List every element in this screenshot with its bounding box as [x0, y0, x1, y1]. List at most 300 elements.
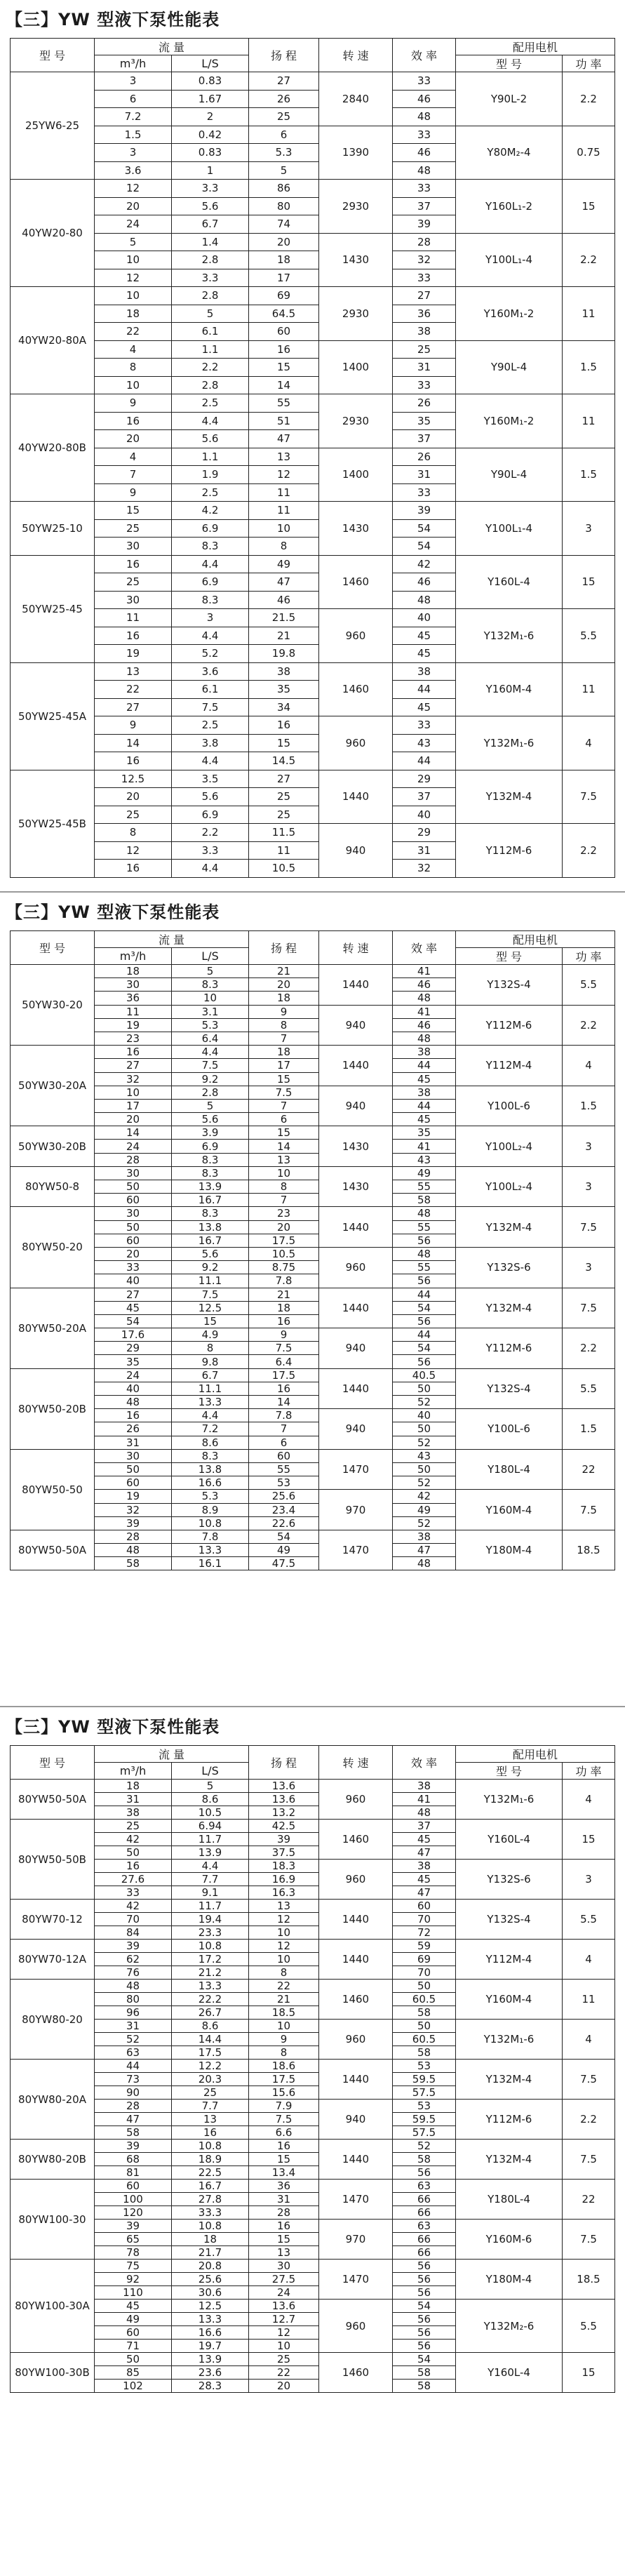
- pump-model: 80YW80-20: [11, 1980, 95, 2060]
- flow-ls: 20.8: [172, 2260, 249, 2273]
- flow-ls: 15: [172, 1314, 249, 1328]
- flow-m3h: 10: [95, 1086, 172, 1099]
- head-value: 64.5: [249, 305, 319, 323]
- flow-m3h: 6: [95, 90, 172, 108]
- efficiency-value: 40: [393, 806, 456, 824]
- flow-ls: 11.7: [172, 1900, 249, 1913]
- head-value: 26: [249, 90, 319, 108]
- flow-m3h: 20: [95, 197, 172, 215]
- motor-model: Y180L-4: [456, 1449, 563, 1490]
- flow-ls: 13.9: [172, 2353, 249, 2366]
- flow-m3h: 47: [95, 2113, 172, 2126]
- flow-ls: 8.3: [172, 1449, 249, 1462]
- motor-model: Y132S-6: [456, 1247, 563, 1288]
- table-row: [11, 2353, 615, 2366]
- efficiency-value: 38: [393, 323, 456, 341]
- flow-m3h: 36: [95, 992, 172, 1005]
- page-title: 【三】YW 型液下泵性能表: [6, 10, 220, 29]
- flow-m3h: 40: [95, 1382, 172, 1395]
- flow-m3h: 14: [95, 734, 172, 752]
- speed-value: 1440: [319, 1900, 393, 1940]
- speed-value: 1440: [319, 965, 393, 1006]
- flow-m3h: 33: [95, 1261, 172, 1274]
- efficiency-value: 66: [393, 2246, 456, 2260]
- flow-m3h: 78: [95, 2246, 172, 2260]
- efficiency-value: 66: [393, 2193, 456, 2206]
- motor-model: Y160M-6: [456, 2220, 563, 2260]
- head-value: 16.3: [249, 1886, 319, 1900]
- speed-value: 1470: [319, 2180, 393, 2220]
- motor-model: Y132M₁-6: [456, 2020, 563, 2060]
- flow-m3h: 16: [95, 752, 172, 770]
- flow-ls: 23.3: [172, 1926, 249, 1940]
- efficiency-value: 46: [393, 90, 456, 108]
- efficiency-value: 45: [393, 627, 456, 645]
- efficiency-value: 55: [393, 1180, 456, 1194]
- table-row: [11, 965, 615, 978]
- efficiency-value: 36: [393, 305, 456, 323]
- table-row: [11, 1046, 615, 1059]
- head-value: 38: [249, 662, 319, 681]
- flow-ls: 5: [172, 1099, 249, 1112]
- motor-power: 7.5: [563, 1207, 615, 1248]
- flow-m3h: 30: [95, 591, 172, 609]
- motor-power: 18.5: [563, 2260, 615, 2300]
- flow-ls: 2.5: [172, 716, 249, 735]
- flow-ls: 4.4: [172, 627, 249, 645]
- flow-ls: 4.4: [172, 860, 249, 878]
- page-title: 【三】YW 型液下泵性能表: [6, 902, 220, 922]
- flow-ls: 1.67: [172, 90, 249, 108]
- motor-power: 11: [563, 287, 615, 341]
- table-row: [11, 2180, 615, 2193]
- head-value: 15: [249, 1072, 319, 1086]
- flow-m3h: 70: [95, 1913, 172, 1926]
- flow-m3h: 24: [95, 215, 172, 234]
- flow-m3h: 92: [95, 2273, 172, 2286]
- head-value: 7.8: [249, 1409, 319, 1422]
- head-value: 20: [249, 2380, 319, 2393]
- flow-m3h: 12: [95, 841, 172, 860]
- flow-ls: 5.6: [172, 1113, 249, 1126]
- efficiency-value: 55: [393, 1220, 456, 1234]
- flow-m3h: 50: [95, 1180, 172, 1194]
- efficiency-value: 45: [393, 1833, 456, 1846]
- flow-ls: 7.2: [172, 1422, 249, 1436]
- flow-m3h: 10: [95, 376, 172, 394]
- flow-ls: 13.9: [172, 1846, 249, 1860]
- flow-m3h: 39: [95, 2220, 172, 2233]
- flow-ls: 10.8: [172, 1940, 249, 1953]
- motor-power: 5.5: [563, 609, 615, 663]
- speed-value: 970: [319, 2220, 393, 2260]
- head-value: 8: [249, 1180, 319, 1194]
- head-value: 30: [249, 2260, 319, 2273]
- head-value: 27: [249, 72, 319, 91]
- head-value: 5: [249, 161, 319, 180]
- flow-m3h: 16: [95, 627, 172, 645]
- efficiency-value: 33: [393, 126, 456, 144]
- motor-model: Y100L-6: [456, 1086, 563, 1126]
- efficiency-value: 58: [393, 2006, 456, 2020]
- flow-ls: 19.7: [172, 2340, 249, 2353]
- flow-ls: 16.7: [172, 1234, 249, 1247]
- motor-model: Y180L-4: [456, 2180, 563, 2220]
- head-value: 55: [249, 1462, 319, 1476]
- flow-ls: 11.1: [172, 1274, 249, 1288]
- flow-m3h: 11: [95, 1005, 172, 1018]
- flow-m3h: 27: [95, 1288, 172, 1301]
- head-value: 9: [249, 2033, 319, 2046]
- flow-m3h: 28: [95, 2100, 172, 2113]
- motor-model: Y132S-4: [456, 1900, 563, 1940]
- speed-value: 940: [319, 1005, 393, 1046]
- flow-m3h: 28: [95, 1153, 172, 1166]
- head-value: 16.9: [249, 1873, 319, 1886]
- head-value: 7.9: [249, 2100, 319, 2113]
- flow-m3h: 54: [95, 1314, 172, 1328]
- motor-model: Y160L-4: [456, 555, 563, 609]
- head-value: 13: [249, 448, 319, 466]
- page-3: [0, 1707, 625, 2576]
- head-value: 11: [249, 841, 319, 860]
- flow-m3h: 18: [95, 965, 172, 978]
- head-value: 6.4: [249, 1355, 319, 1368]
- table-row: [11, 126, 615, 144]
- head-value: 37.5: [249, 1846, 319, 1860]
- head-value: 6.6: [249, 2126, 319, 2140]
- flow-m3h: 33: [95, 1886, 172, 1900]
- flow-ls: 9.2: [172, 1072, 249, 1086]
- flow-m3h: 45: [95, 2300, 172, 2313]
- flow-m3h: 48: [95, 1544, 172, 1557]
- table-row: [11, 1980, 615, 1993]
- table-row: [11, 2060, 615, 2073]
- flow-ls: 9.8: [172, 1355, 249, 1368]
- flow-ls: 10.5: [172, 1806, 249, 1820]
- pump-model: 80YW80-20B: [11, 2140, 95, 2180]
- flow-m3h: 16: [95, 1860, 172, 1873]
- head-value: 14: [249, 1396, 319, 1409]
- flow-m3h: 39: [95, 1940, 172, 1953]
- flow-ls: 16: [172, 2126, 249, 2140]
- motor-power: 15: [563, 1820, 615, 1860]
- efficiency-value: 38: [393, 1780, 456, 1793]
- efficiency-value: 43: [393, 1153, 456, 1166]
- efficiency-value: 37: [393, 1820, 456, 1833]
- flow-ls: 1.1: [172, 448, 249, 466]
- flow-ls: 3.3: [172, 269, 249, 287]
- efficiency-value: 42: [393, 555, 456, 573]
- efficiency-value: 54: [393, 1342, 456, 1355]
- flow-ls: 18.9: [172, 2153, 249, 2166]
- flow-ls: 28.3: [172, 2380, 249, 2393]
- motor-power: 11: [563, 1980, 615, 2020]
- motor-model: Y160M-4: [456, 662, 563, 716]
- head-value: 25: [249, 108, 319, 126]
- flow-ls: 3.6: [172, 662, 249, 681]
- table-row: [11, 1409, 615, 1422]
- motor-power: 2.2: [563, 72, 615, 126]
- pump-model: 50YW25-45: [11, 555, 95, 662]
- flow-m3h: 50: [95, 1462, 172, 1476]
- flow-ls: 6.7: [172, 1368, 249, 1382]
- flow-ls: 12.5: [172, 2300, 249, 2313]
- head-value: 12.7: [249, 2313, 319, 2326]
- flow-ls: 8: [172, 1342, 249, 1355]
- motor-model: Y80M₂-4: [456, 126, 563, 180]
- efficiency-value: 60.5: [393, 1993, 456, 2006]
- head-value: 28: [249, 2206, 319, 2220]
- flow-m3h: 60: [95, 1234, 172, 1247]
- motor-model: Y112M-6: [456, 1005, 563, 1046]
- speed-value: 1470: [319, 1449, 393, 1490]
- model-header: 型 号: [11, 39, 95, 72]
- flow-ls: 3.8: [172, 734, 249, 752]
- flow-m3h: 32: [95, 1503, 172, 1516]
- flow-m3h: 30: [95, 538, 172, 556]
- flow-m3h: 9: [95, 483, 172, 502]
- head-value: 12: [249, 466, 319, 484]
- efficiency-value: 45: [393, 1072, 456, 1086]
- flow-ls: 7.5: [172, 698, 249, 716]
- head-value: 36: [249, 2180, 319, 2193]
- head-value: 15: [249, 2233, 319, 2246]
- head-value: 16: [249, 1314, 319, 1328]
- efficiency-value: 41: [393, 1140, 456, 1153]
- flow-m3h: 16: [95, 412, 172, 430]
- efficiency-value: 44: [393, 1099, 456, 1112]
- head-value: 25.6: [249, 1490, 319, 1503]
- motor-model: Y160M₁-2: [456, 394, 563, 448]
- efficiency-value: 39: [393, 502, 456, 520]
- motor-model: Y160M₁-2: [456, 287, 563, 341]
- pump-model: 50YW30-20B: [11, 1126, 95, 1167]
- flow-ls: 13.3: [172, 1396, 249, 1409]
- flow-ls: 5.3: [172, 1490, 249, 1503]
- pump-model: 80YW100-30B: [11, 2353, 95, 2393]
- flow-m3h: 16: [95, 555, 172, 573]
- motor-power: 2.2: [563, 1328, 615, 1369]
- efficiency-value: 56: [393, 2260, 456, 2273]
- table-row: [11, 770, 615, 788]
- head-value: 10: [249, 2340, 319, 2353]
- efficiency-value: 54: [393, 2353, 456, 2366]
- flow-ls: 3: [172, 609, 249, 627]
- pump-model: 50YW25-45B: [11, 770, 95, 877]
- table-row: [11, 72, 615, 91]
- efficiency-value: 48: [393, 1806, 456, 1820]
- head-value: 12: [249, 1913, 319, 1926]
- efficiency-value: 48: [393, 1032, 456, 1045]
- flow-ls: 2.8: [172, 1086, 249, 1099]
- flow-ls-header: L/S: [172, 55, 249, 72]
- flow-m3h: 28: [95, 1530, 172, 1543]
- motor-power: 2.2: [563, 233, 615, 287]
- flow-header: 流 量: [95, 1746, 249, 1763]
- head-value: 21: [249, 965, 319, 978]
- flow-m3h: 81: [95, 2166, 172, 2180]
- flow-ls: 17.5: [172, 2046, 249, 2060]
- efficiency-value: 46: [393, 573, 456, 592]
- flow-ls: 10.8: [172, 1516, 249, 1530]
- flow-ls: 5: [172, 305, 249, 323]
- efficiency-value: 26: [393, 394, 456, 413]
- flow-m3h: 102: [95, 2380, 172, 2393]
- head-value: 13: [249, 1900, 319, 1913]
- motor-power: 7.5: [563, 2220, 615, 2260]
- speed-value: 2840: [319, 72, 393, 126]
- motor-model: Y100L₁-4: [456, 502, 563, 556]
- head-value: 60: [249, 323, 319, 341]
- head-value: 13.6: [249, 2300, 319, 2313]
- speed-value: 940: [319, 1086, 393, 1126]
- efficiency-value: 56: [393, 2273, 456, 2286]
- flow-ls: 7.7: [172, 1873, 249, 1886]
- flow-m3h: 9: [95, 716, 172, 735]
- efficiency-value: 52: [393, 1396, 456, 1409]
- efficiency-value: 41: [393, 1793, 456, 1806]
- efficiency-value: 53: [393, 2060, 456, 2073]
- head-value: 18: [249, 251, 319, 269]
- head-value: 7: [249, 1032, 319, 1045]
- efficiency-value: 56: [393, 2340, 456, 2353]
- flow-m3h: 38: [95, 1806, 172, 1820]
- efficiency-value: 56: [393, 2326, 456, 2340]
- efficiency-value: 46: [393, 978, 456, 992]
- head-value: 13: [249, 1153, 319, 1166]
- speed-value: 970: [319, 1490, 393, 1530]
- head-value: 25: [249, 2353, 319, 2366]
- flow-ls: 27.8: [172, 2193, 249, 2206]
- speed-value: 1430: [319, 1126, 393, 1167]
- flow-ls: 18: [172, 2233, 249, 2246]
- flow-ls: 5.3: [172, 1018, 249, 1032]
- efficiency-value: 56: [393, 1355, 456, 1368]
- head-value: 13.2: [249, 1806, 319, 1820]
- head-value: 7.5: [249, 1086, 319, 1099]
- head-value: 16: [249, 1382, 319, 1395]
- table-row: [11, 555, 615, 573]
- speed-value: 1460: [319, 555, 393, 609]
- motor-power: 3: [563, 1166, 615, 1207]
- head-value: 7.5: [249, 2113, 319, 2126]
- motor-model: Y112M-4: [456, 1046, 563, 1086]
- efficiency-value: 45: [393, 1873, 456, 1886]
- flow-ls: 13.9: [172, 1180, 249, 1194]
- head-value: 16: [249, 340, 319, 359]
- flow-m3h: 30: [95, 978, 172, 992]
- pump-model: 80YW50-20A: [11, 1288, 95, 1368]
- head-header: 扬 程: [249, 931, 319, 965]
- flow-ls: 6.94: [172, 1820, 249, 1833]
- flow-m3h: 11: [95, 609, 172, 627]
- motor-model: Y180M-4: [456, 1530, 563, 1570]
- speed-value: 2930: [319, 287, 393, 341]
- flow-ls: 2.5: [172, 483, 249, 502]
- motor-power: 3: [563, 502, 615, 556]
- flow-ls: 12.2: [172, 2060, 249, 2073]
- flow-header: 流 量: [95, 931, 249, 948]
- head-value: 11: [249, 483, 319, 502]
- head-value: 18.3: [249, 1860, 319, 1873]
- efficiency-value: 32: [393, 251, 456, 269]
- flow-ls: 13.8: [172, 1462, 249, 1476]
- speed-value: 2930: [319, 394, 393, 448]
- efficiency-value: 66: [393, 2206, 456, 2220]
- table-row: [11, 394, 615, 413]
- flow-m3h: 17.6: [95, 1328, 172, 1342]
- table-row: [11, 1126, 615, 1140]
- efficiency-value: 35: [393, 1126, 456, 1140]
- head-value: 8: [249, 2046, 319, 2060]
- efficiency-value: 54: [393, 519, 456, 538]
- head-value: 18.5: [249, 2006, 319, 2020]
- head-value: 18: [249, 1046, 319, 1059]
- head-value: 16: [249, 2220, 319, 2233]
- efficiency-value: 35: [393, 412, 456, 430]
- performance-table: [10, 38, 615, 878]
- pump-model: 50YW30-20: [11, 965, 95, 1046]
- head-value: 53: [249, 1476, 319, 1490]
- flow-ls: 1: [172, 161, 249, 180]
- flow-ls: 2.8: [172, 251, 249, 269]
- flow-m3h: 32: [95, 1072, 172, 1086]
- efficiency-value: 46: [393, 144, 456, 162]
- efficiency-header: 效 率: [393, 39, 456, 72]
- efficiency-value: 60.5: [393, 2033, 456, 2046]
- speed-value: 940: [319, 824, 393, 878]
- flow-ls: 23.6: [172, 2366, 249, 2380]
- pump-model: 50YW25-45A: [11, 662, 95, 770]
- motor-power: 15: [563, 555, 615, 609]
- flow-m3h: 25: [95, 573, 172, 592]
- flow-m3h: 10: [95, 251, 172, 269]
- speed-header: 转 速: [319, 1746, 393, 1780]
- head-value: 15: [249, 734, 319, 752]
- motor-power: 2.2: [563, 1005, 615, 1046]
- flow-m3h: 8: [95, 359, 172, 377]
- flow-ls: 4.4: [172, 1409, 249, 1422]
- pump-model: 80YW50-50B: [11, 1820, 95, 1900]
- motor-model-header: 型 号: [456, 55, 563, 72]
- efficiency-value: 46: [393, 1018, 456, 1032]
- head-value: 23: [249, 1207, 319, 1220]
- speed-value: 1460: [319, 1820, 393, 1860]
- motor-model: Y180M-4: [456, 2260, 563, 2300]
- motor-power: 4: [563, 1780, 615, 1820]
- efficiency-value: 59: [393, 1940, 456, 1953]
- flow-m3h: 19: [95, 1490, 172, 1503]
- flow-ls: 13.3: [172, 1544, 249, 1557]
- head-value: 31: [249, 2193, 319, 2206]
- flow-m3h-header: m³/h: [95, 948, 172, 965]
- motor-model: Y132M-4: [456, 1207, 563, 1248]
- flow-m3h: 17: [95, 1099, 172, 1112]
- head-value: 86: [249, 180, 319, 198]
- flow-m3h: 48: [95, 1396, 172, 1409]
- head-value: 13.4: [249, 2166, 319, 2180]
- efficiency-value: 32: [393, 860, 456, 878]
- speed-value: 1430: [319, 502, 393, 556]
- efficiency-value: 45: [393, 645, 456, 663]
- head-value: 10.5: [249, 860, 319, 878]
- model-header: 型 号: [11, 1746, 95, 1780]
- efficiency-value: 66: [393, 2233, 456, 2246]
- head-value: 54: [249, 1530, 319, 1543]
- page-title: 【三】YW 型液下泵性能表: [6, 1717, 220, 1737]
- flow-m3h: 7.2: [95, 108, 172, 126]
